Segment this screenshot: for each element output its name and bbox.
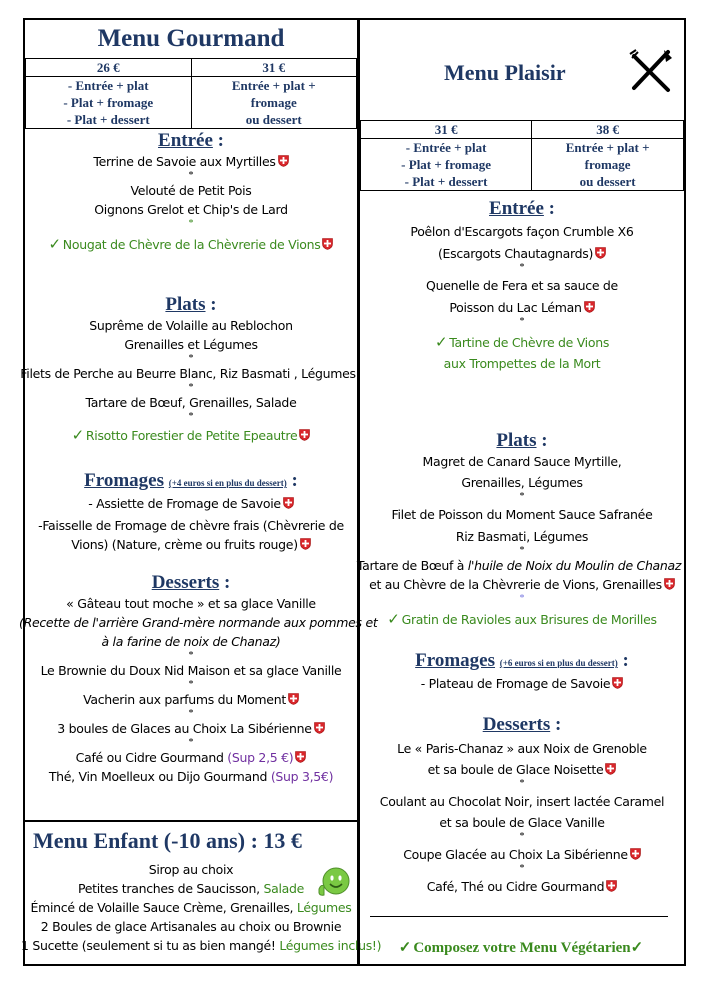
- menu-item: Le Brownie du Doux Nid Maison et sa glace Vanille: [40, 663, 342, 678]
- veggie-check-icon: ✓: [71, 426, 84, 444]
- menu-item: Émincé de Volaille Sauce Crème, Grenailles, Légumes: [30, 900, 352, 915]
- savoie-shield-icon: [300, 538, 311, 550]
- menu-item: ✓ Tartine de Chèvre de Vions: [434, 333, 610, 351]
- plaisir-fromages-section: [360, 650, 684, 693]
- gourmand-price-1: 26 €: [26, 59, 192, 77]
- menu-item: aux Trompettes de la Mort: [443, 356, 601, 371]
- menu-item: Café, Thé ou Cidre Gourmand: [360, 877, 684, 896]
- savoie-shield-icon: [595, 247, 606, 259]
- menu-item: Velouté de Petit Pois: [130, 183, 252, 198]
- menu-item: Filet de Poisson du Moment Sauce Safranée: [391, 507, 653, 522]
- gourmand-desserts-section: Desserts : « Gâteau tout moche » et sa glace Vanille (Recette de l'arrière Grand-mère normande aux pommes et à la farine de noix de Chanaz) * Le Brownie du Doux Nid Maison et sa glace Vanille * Vacherin aux parfums du Moment * 3 boules de Glaces au Choix La Sibérienne * Café ou Cidre Gourmand (Sup 2,5 €) Thé, Vin Moelleux ou Dijo Gourmand (Sup 3,5€): [19, 572, 378, 784]
- menu-item: -Faisselle de Fromage de chèvre frais (Chèvrerie de: [38, 518, 344, 533]
- menu-item: à la farine de noix de Chanaz): [101, 634, 281, 649]
- menu-item: Vions) (Nature, crème ou fruits rouge): [25, 535, 357, 554]
- menu-item: 1 Sucette (seulement si tu as bien mangé! Légumes inclus!): [21, 938, 382, 953]
- savoie-shield-icon: [288, 693, 299, 705]
- gourmand-fromages-heading: Fromages (+4 euros si en plus du dessert) :: [84, 470, 298, 491]
- savoie-shield-icon: [664, 578, 675, 590]
- menu-item: Quenelle de Fera et sa sauce de: [426, 278, 618, 293]
- savoie-shield-icon: [584, 301, 595, 313]
- plaisir-entree-section: Entrée : Poêlon d'Escargots façon Crumble X6 (Escargots Chautagnards) * Quenelle de Fera et sa sauce de Poisson du Lac Léman * ✓ Tartine de Chèvre de Vions aux Trompettes de la Mort: [360, 198, 684, 373]
- menu-item: ✓ Risotto Forestier de Petite Epeautre: [25, 426, 357, 445]
- enfant-section: [21, 860, 382, 955]
- plaisir-desserts-heading: Desserts :: [482, 714, 562, 735]
- savoie-shield-icon: [605, 763, 616, 775]
- menu-item: et sa boule de Glace Vanille: [439, 815, 605, 830]
- menu-item: « Gâteau tout moche » et sa glace Vanille: [66, 596, 316, 611]
- savoie-shield-icon: [606, 880, 617, 892]
- gourmand-fromages-section: [25, 470, 357, 554]
- plaisir-price-table: [360, 120, 684, 191]
- menu-item: (Recette de l'arrière Grand-mère normande aux pommes et: [19, 615, 378, 630]
- vegetarian-footer: ✓ Composez votre Menu Végétarien✓: [398, 940, 644, 956]
- gourmand-entree-heading: Entrée :: [158, 130, 224, 151]
- menu-item: Café ou Cidre Gourmand (Sup 2,5 €): [25, 748, 357, 767]
- plaisir-entree-heading: Entrée :: [489, 198, 555, 219]
- menu-item: Poêlon d'Escargots façon Crumble X6: [410, 224, 634, 239]
- menu-item: Magret de Canard Sauce Myrtille,: [422, 454, 622, 469]
- menu-item: ✓ Gratin de Ravioles aux Brisures de Morilles: [387, 610, 657, 628]
- menu-item: Tartare de Bœuf à l'huile de Noix du Moulin de Chanaz: [356, 558, 682, 573]
- menu-item: Coulant au Chocolat Noir, insert lactée Caramel: [379, 794, 665, 809]
- menu-item: Vacherin aux parfums du Moment: [25, 690, 357, 709]
- savoie-shield-icon: [630, 848, 641, 860]
- menu-item: Filets de Perche au Beurre Blanc, Riz Basmati , Légumes: [20, 366, 356, 381]
- fork-knife-icon: [628, 48, 674, 94]
- plaisir-price-2: 38 €: [532, 121, 684, 139]
- menu-enfant-title: Menu Enfant (-10 ans) : 13 €: [33, 828, 302, 853]
- plaisir-desserts-section: Desserts : Le « Paris-Chanaz » aux Noix de Grenoble et sa boule de Glace Noisette * Coulant au Chocolat Noir, insert lactée Caramel et sa boule de Glace Vanille * Coupe Glacée au Choix La Sibérienne * Café, Thé ou Cidre Gourmand: [360, 714, 684, 896]
- thumbs-up-smiley-icon: [315, 865, 351, 901]
- plaisir-formula-2: Entrée + plat + fromage ou dessert: [532, 139, 684, 191]
- menu-item: 3 boules de Glaces au Choix La Sibérienne: [25, 719, 357, 738]
- veggie-check-icon: ✓: [48, 235, 61, 253]
- savoie-shield-icon: [295, 751, 306, 763]
- savoie-shield-icon: [612, 677, 623, 689]
- menu-plaisir-panel: [358, 18, 686, 966]
- veggie-check-icon: ✓: [630, 940, 644, 956]
- savoie-shield-icon: [278, 155, 289, 167]
- menu-item: - Assiette de Fromage de Savoie: [25, 494, 357, 513]
- gourmand-formula-1: - Entrée + plat - Plat + fromage - Plat + dessert: [26, 77, 192, 129]
- savoie-shield-icon: [283, 497, 294, 509]
- menu-item: Le « Paris-Chanaz » aux Noix de Grenoble: [397, 741, 647, 756]
- menu-item: Grenailles, Légumes: [461, 475, 583, 490]
- menu-item: et sa boule de Glace Noisette: [360, 760, 684, 779]
- plaisir-plats-heading: Plats :: [496, 430, 548, 451]
- menu-gourmand-panel: [19, 18, 382, 966]
- menu-item: Petites tranches de Saucisson, Salade: [77, 881, 305, 896]
- menu-plaisir-title: Menu Plaisir: [444, 60, 566, 85]
- veggie-check-icon: ✓: [434, 333, 448, 351]
- plaisir-formula-1: - Entrée + plat - Plat + fromage - Plat + dessert: [361, 139, 532, 191]
- menu-item: (Escargots Chautagnards): [360, 244, 684, 263]
- divider: [370, 916, 668, 917]
- veggie-check-icon: ✓: [398, 940, 412, 956]
- menu-item: Suprême de Volaille au Reblochon: [89, 318, 293, 333]
- gourmand-price-2: 31 €: [191, 59, 357, 77]
- menu-item: Oignons Grelot et Chip's de Lard: [94, 202, 288, 217]
- menu-item: 2 Boules de glace Artisanales au choix ou Brownie: [40, 919, 342, 934]
- menu-item: - Plateau de Fromage de Savoie: [360, 674, 684, 693]
- menu-gourmand-title: Menu Gourmand: [97, 25, 285, 52]
- gourmand-price-table: [25, 58, 357, 129]
- menu-item: Poisson du Lac Léman: [360, 298, 684, 317]
- plaisir-fromages-heading: Fromages (+6 euros si en plus du dessert) :: [415, 650, 629, 671]
- menu-item: ✓ Nougat de Chèvre de la Chèvrerie de Vions: [25, 235, 357, 254]
- menu-item: Terrine de Savoie aux Myrtilles: [25, 152, 357, 171]
- gourmand-desserts-heading: Desserts :: [151, 572, 231, 593]
- gourmand-plats-section: Plats : Suprême de Volaille au Reblochon Grenailles et Légumes * Filets de Perche au Beurre Blanc, Riz Basmati , Légumes * Tartare de Bœuf, Grenailles, Salade * ✓ Risotto Forestier de Petite Epeautre: [20, 294, 356, 444]
- savoie-shield-icon: [322, 238, 333, 250]
- menu-item: Tartare de Bœuf, Grenailles, Salade: [85, 395, 297, 410]
- plaisir-price-1: 31 €: [361, 121, 532, 139]
- savoie-shield-icon: [299, 429, 310, 441]
- menu-item: Sirop au choix: [148, 862, 234, 877]
- gourmand-plats-heading: Plats :: [165, 294, 217, 315]
- menu-item: Riz Basmati, Légumes: [455, 529, 589, 544]
- menu-item: Coupe Glacée au Choix La Sibérienne: [360, 845, 684, 864]
- savoie-shield-icon: [314, 722, 325, 734]
- menu-item: et au Chèvre de la Chèvrerie de Vions, Grenailles: [360, 575, 684, 594]
- menu-item: Grenailles et Légumes: [124, 337, 258, 352]
- gourmand-formula-2: Entrée + plat + fromage ou dessert: [191, 77, 357, 129]
- veggie-check-icon: ✓: [387, 610, 400, 628]
- plaisir-plats-section: Plats : Magret de Canard Sauce Myrtille, Grenailles, Légumes * Filet de Poisson du Moment Sauce Safranée Riz Basmati, Légumes * Tartare de Bœuf à l'huile de Noix du Moulin de Chanaz et au Chèvre de la Chèvrerie de Vions, Grenailles * ✓ Gratin de Ravioles aux Brisures de Morilles: [360, 430, 684, 629]
- menu-item: Thé, Vin Moelleux ou Dijo Gourmand (Sup 3,5€): [48, 769, 334, 784]
- gourmand-entree-section: Entrée : Terrine de Savoie aux Myrtilles * Velouté de Petit Pois Oignons Grelot et Chip's de Lard * ✓ Nougat de Chèvre de la Chèvrerie de Vions: [25, 130, 357, 254]
